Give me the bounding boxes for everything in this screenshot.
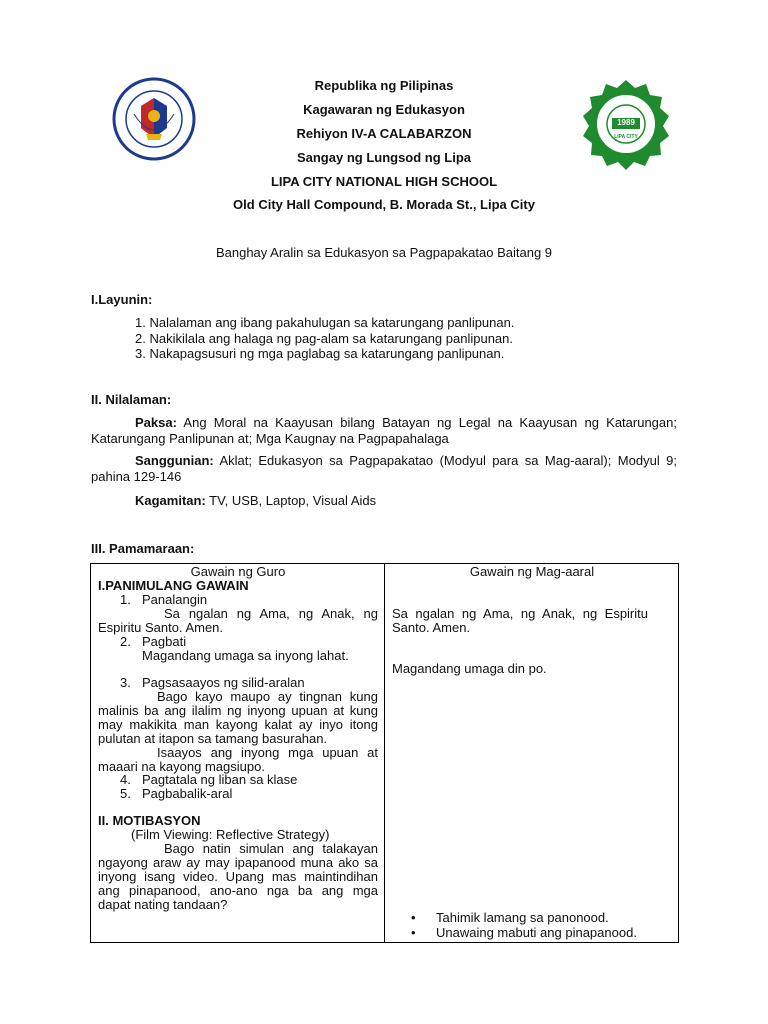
step-number: 3. (120, 675, 131, 690)
step-number: 1. (120, 592, 131, 607)
sagot-bullet-2: Unawaing mabuti ang pinapanood. (436, 925, 637, 940)
layunin-heading: I.Layunin: (91, 292, 153, 307)
sagot-pagbati: Magandang umaga din po. (392, 661, 547, 676)
sagot-bullet-1: Tahimik lamang sa panonood. (436, 910, 609, 925)
panimulang-gawain-heading: I.PANIMULANG GAWAIN (98, 578, 249, 593)
header-school-name: LIPA CITY NATIONAL HIGH SCHOOL (270, 174, 498, 189)
step-number: 4. (120, 772, 131, 787)
motibasyon-strategy: (Film Viewing: Reflective Strategy) (131, 827, 330, 842)
paksa-paragraph (91, 415, 677, 447)
student-column (385, 564, 679, 943)
teacher-column (91, 564, 385, 943)
sanggunian-paragraph (91, 453, 677, 485)
step-pagtatala: Pagtatala ng liban sa klase (142, 772, 298, 787)
kagamitan-paragraph (91, 493, 677, 509)
step-number: 2. (120, 634, 131, 649)
header-kagawaran: Kagawaran ng Edukasyon (303, 102, 465, 117)
step-panalangin: Panalangin (142, 592, 208, 607)
column-header-guro: Gawain ng Guro (190, 564, 286, 579)
paksa-label: Paksa: (135, 415, 177, 430)
pamamaraan-heading: III. Pamamaraan: (91, 541, 195, 556)
kagamitan-label: Kagamitan: (135, 493, 206, 508)
school-seal-city: LIPA CITY (614, 134, 638, 140)
motibasyon-text: Bago natin simulan ang talakayan ngayong araw ay may ipapanood muna ako sa inyong isang video. Upang mas maintindihan ang pinapanood, ano-ano nga ba ang mga dapat nating tandaan? (98, 841, 378, 912)
step-pagbati: Pagbati (142, 634, 187, 649)
nilalaman-heading: II. Nilalaman: (91, 392, 172, 407)
step-number: 5. (120, 786, 131, 801)
step-pagsasaayos: Pagsasaayos ng silid-aralan (142, 675, 305, 690)
lesson-plan-title: Banghay Aralin sa Edukasyon sa Pagpapakatao Baitang 9 (215, 245, 553, 260)
procedure-table (90, 563, 679, 943)
school-seal-year: 1989 (617, 118, 635, 127)
sagot-panalangin: Sa ngalan ng Ama, ng Anak, ng Espiritu Santo. Amen. (392, 606, 648, 635)
pagsasaayos-text: Bago kayo maupo ay tingnan kung malinis ba ang ilalim ng inyong upuan at kung may makikita man kayong kalat ay inyo itong pulutan at itapon sa tamang basurahan. (98, 689, 378, 746)
layunin-item: 3. Nakapagsusuri ng mga paglabag sa katarungang panlipunan. (135, 346, 505, 361)
header-address: Old City Hall Compound, B. Morada St., Lipa City (233, 197, 535, 212)
layunin-item: 2. Nakikilala ang halaga ng pag-alam sa katarungang panlipunan. (135, 331, 513, 346)
bullet-icon: • (411, 910, 416, 925)
sanggunian-label: Sanggunian: (135, 453, 214, 468)
pagsasaayos-text-2: Isaayos ang inyong mga upuan at maaari na kayong magsiupo. (98, 745, 378, 774)
sanggunian-text: Aklat; Edukasyon sa Pagpapakatao (Modyul para sa Mag-aaral); Modyul 9; pahina 129-146 (91, 453, 677, 484)
bullet-icon: • (411, 925, 416, 940)
header-rehiyon: Rehiyon IV-A CALABARZON (296, 126, 472, 141)
kagamitan-text: TV, USB, Laptop, Visual Aids (205, 493, 377, 508)
header-sangay: Sangay ng Lungsod ng Lipa (296, 150, 472, 165)
column-header-magaaral: Gawain ng Mag-aaral (469, 564, 595, 579)
motibasyon-heading: II. MOTIBASYON (98, 813, 201, 828)
pagbati-text: Magandang umaga sa inyong lahat. (142, 648, 349, 663)
step-pagbabalik-aral: Pagbabalik-aral (142, 786, 233, 801)
paksa-text: Ang Moral na Kaayusan bilang Batayan ng Legal na Kaayusan ng Katarungan; Katarungang Panlipunan at; Mga Kaugnay na Pagpapahalaga (91, 415, 677, 446)
layunin-item: 1. Nalalaman ang ibang pakahulugan sa katarungang panlipunan. (135, 315, 515, 330)
panalangin-text: Sa ngalan ng Ama, ng Anak, ng Espiritu Santo. Amen. (98, 606, 378, 635)
header-republika: Republika ng Pilipinas (314, 78, 454, 93)
